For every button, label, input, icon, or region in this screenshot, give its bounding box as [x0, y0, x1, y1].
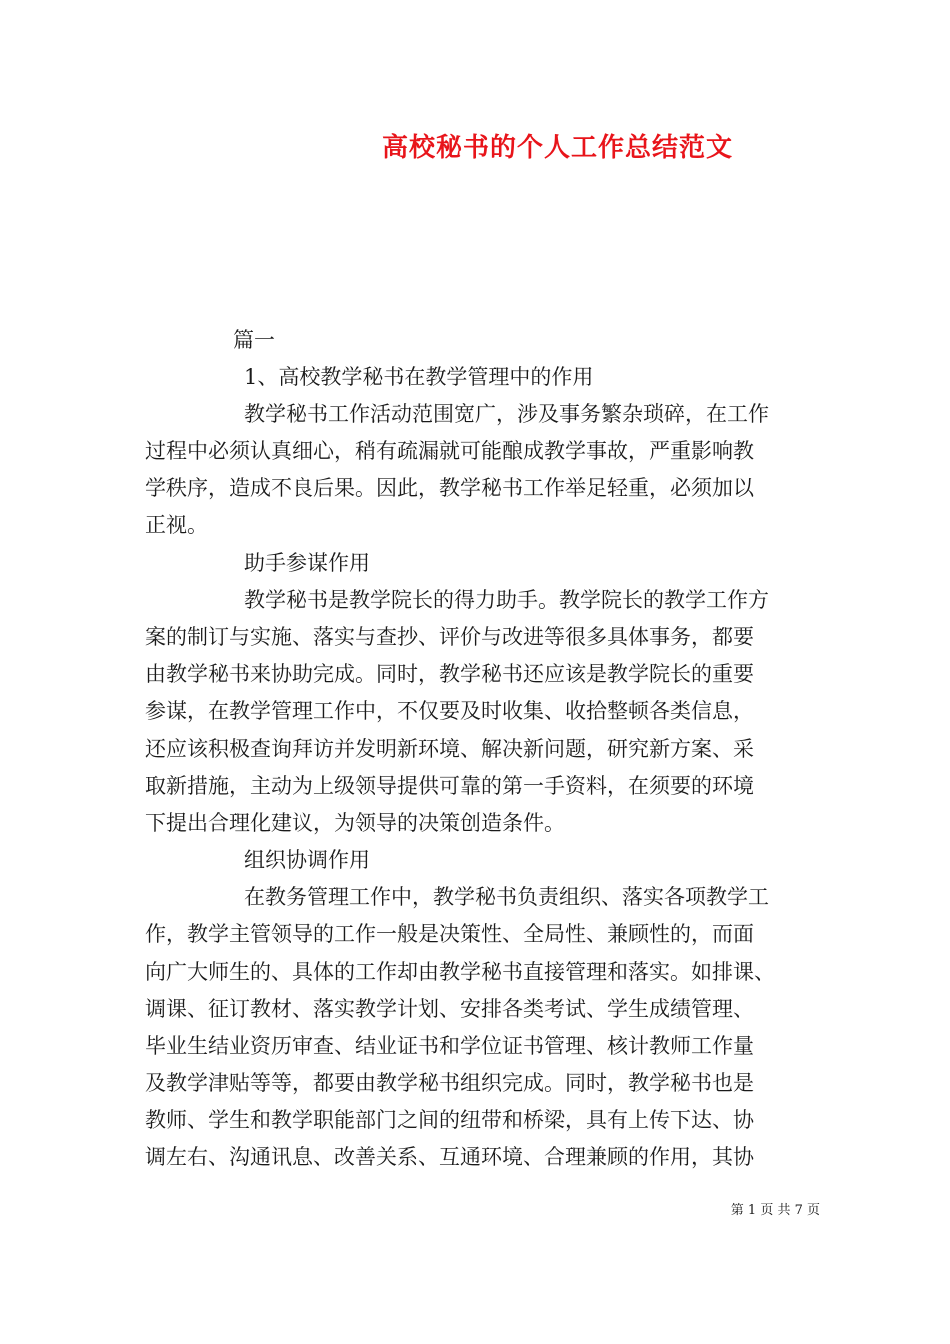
- paragraph-line: 教学秘书工作活动范围宽广，涉及事务繁杂琐碎，在工作: [244, 402, 769, 426]
- paragraph-line: 过程中必须认真细心，稍有疏漏就可能酿成教学事故，严重影响教: [145, 439, 754, 463]
- paragraph-line: 及教学津贴等等，都要由教学秘书组织完成。同时，教学秘书也是: [145, 1071, 754, 1095]
- paragraph-line: 取新措施，主动为上级领导提供可靠的第一手资料，在须要的环境: [145, 774, 754, 798]
- paragraph-line: 下提出合理化建议，为领导的决策创造条件。: [145, 811, 565, 835]
- document-title: 高校秘书的个人工作总结范文: [381, 133, 733, 163]
- paragraph-line: 由教学秘书来协助完成。同时，教学秘书还应该是教学院长的重要: [145, 662, 754, 686]
- subsection-heading: 组织协调作用: [244, 848, 370, 872]
- paragraph-line: 调课、征订教材、落实教学计划、安排各类考试、学生成绩管理、: [145, 997, 754, 1021]
- paragraph-line: 教师、学生和教学职能部门之间的纽带和桥梁，具有上传下达、协: [145, 1108, 754, 1132]
- page-number-footer: 第 1 页 共 7 页: [730, 1203, 820, 1218]
- paragraph-line: 作，教学主管领导的工作一般是决策性、全局性、兼顾性的，而面: [145, 922, 754, 946]
- paragraph-line: 正视。: [145, 513, 208, 537]
- paragraph-line: 在教务管理工作中，教学秘书负责组织、落实各项教学工: [244, 885, 769, 909]
- paragraph-line: 教学秘书是教学院长的得力助手。教学院长的教学工作方: [244, 588, 769, 612]
- subsection-heading: 1、高校教学秘书在教学管理中的作用: [244, 365, 594, 389]
- paragraph-line: 向广大师生的、具体的工作却由教学秘书直接管理和落实。如排课、: [145, 960, 775, 984]
- paragraph-line: 还应该积极查询拜访并发明新环境、解决新问题，研究新方案、采: [145, 737, 754, 761]
- paragraph-line: 毕业生结业资历审查、结业证书和学位证书管理、核计教师工作量: [145, 1034, 754, 1058]
- section-heading: 篇一: [233, 328, 275, 352]
- subsection-heading: 助手参谋作用: [244, 551, 370, 575]
- paragraph-line: 案的制订与实施、落实与查抄、评价与改进等很多具体事务，都要: [145, 625, 754, 649]
- paragraph-line: 学秩序，造成不良后果。因此，教学秘书工作举足轻重，必须加以: [145, 476, 754, 500]
- paragraph-line: 调左右、沟通讯息、改善关系、互通环境、合理兼顾的作用，其协: [145, 1145, 754, 1169]
- paragraph-line: 参谋，在教学管理工作中，不仅要及时收集、收拾整顿各类信息，: [145, 699, 754, 723]
